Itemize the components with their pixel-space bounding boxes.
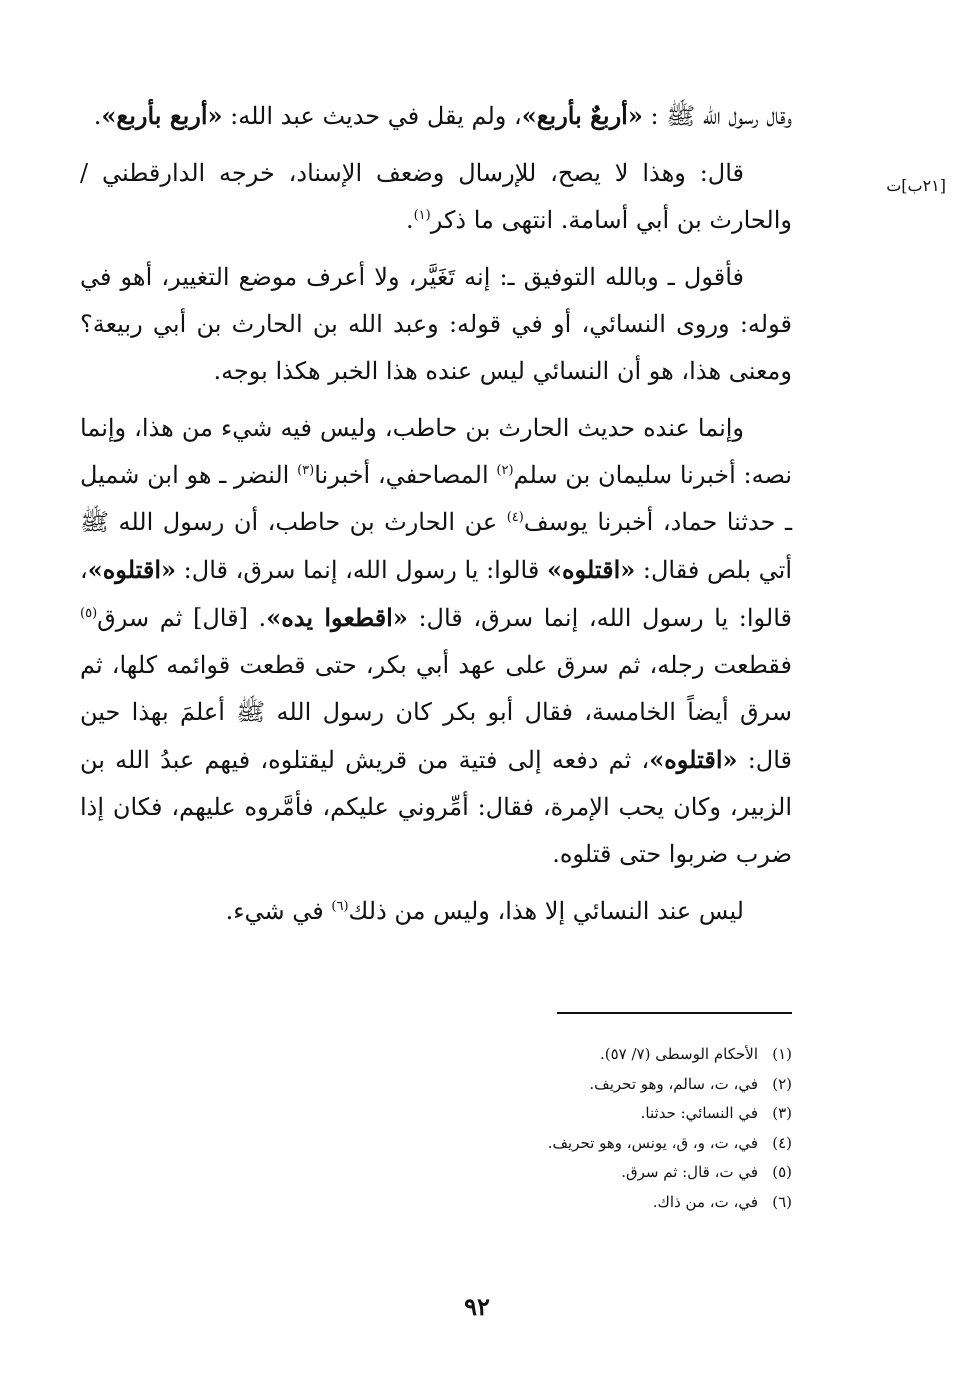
- text-run: فقطعت رجله، ثم سرق على عهد أبي بكر، حتى قطعت قوائمه كلها، ثم سرق أيضاً الخامسة، فقال أبو بكر كان رسول الله ﷺ أعلمَ بهذا حين قال:: [80, 651, 793, 774]
- footnote: [292, 1158, 792, 1188]
- footnote-text: في، ت، و، ق، يونس، وهو تحريف.: [547, 1133, 758, 1152]
- manuscript-folio-note: [٢١ب]ت: [886, 176, 946, 195]
- text-run: عن الحارث بن حاطب، أن رسول الله ﷺ أتي بلص فقال:: [80, 508, 792, 584]
- text-run: قالوا: يا رسول الله، إنما سرق، قال:: [176, 556, 547, 584]
- footnote-marker: (٥): [80, 606, 98, 621]
- main-text: [80, 92, 792, 945]
- footnote-number: (٤): [772, 1133, 792, 1152]
- footnote-text: في، ت، من ذاك.: [652, 1192, 758, 1211]
- footnote-number: (١): [772, 1045, 792, 1063]
- footnote-number: (٥): [772, 1163, 792, 1181]
- text-run: .: [93, 102, 102, 130]
- hadith-quote: «اقتلوه»: [546, 555, 636, 584]
- footnote-text: في النسائي: حدثنا.: [640, 1104, 758, 1122]
- hadith-quote: «أربع بأربع»: [101, 101, 223, 130]
- footnote: [292, 1070, 792, 1100]
- text-run: . [قال] ثم سرق: [97, 604, 267, 632]
- footnote-text: في ت، قال: ثم سرق.: [621, 1163, 758, 1181]
- text-run: وإنما عنده حديث الحارث بن حاطب، وليس فيه شيء من هذا، وإنما نصه: أخبرنا سليمان بن سلم: [80, 414, 792, 489]
- text-run: النضر ـ هو ابن شميل ـ حدثنا حماد، أخبرنا يوسف: [80, 461, 792, 536]
- hadith-quote: «اقطعوا يده»: [266, 603, 408, 632]
- hadith-quote: «اقتلوه»: [649, 745, 738, 774]
- text-run: فأقول ـ وبالله التوفيق ـ: إنه تَغَيَّر، ولا أعرف موضع التغيير، أهو في قوله: وروى النسائي، أو في قوله: وعبد الله بن الحارث بن أبي ربيعة؟ ومعنى هذا، هو أن النسائي ليس عنده هذا الخبر هكذا بوجه.: [80, 263, 792, 385]
- footnote-marker: (١): [413, 208, 431, 223]
- text-run: وقال رسول الله ﷺ :: [642, 102, 792, 130]
- paragraph: [80, 405, 792, 878]
- text-run: ، ثم دفعه إلى فتية من قريش ليقتلوه، فيهم عبدُ الله بن الزبير، وكان يحب الإمرة، فقال: أمِّروني عليكم، فأمَّروه عليهم، فكان إذا ضرب ضربوا حتى قتلوه.: [80, 746, 792, 868]
- text-run: .: [405, 206, 414, 234]
- hadith-quote: «أربعٌ بأربع»: [521, 101, 643, 130]
- footnote: [292, 1188, 792, 1218]
- footnote-marker: (٤): [506, 510, 524, 525]
- footnote-number: (٢): [772, 1074, 792, 1093]
- footnote-number: (٣): [772, 1104, 792, 1122]
- footnote-text: الأحكام الوسطى (٧/ ٥٧).: [599, 1045, 758, 1063]
- footnote-text: في، ت، سالم، وهو تحريف.: [589, 1074, 758, 1093]
- hadith-quote: «اقتلوه»: [87, 555, 177, 584]
- footnote-marker: (٦): [331, 899, 349, 914]
- text-run: قال: وهذا لا يصح، للإرسال وضعف الإسناد، خرجه الدارقطني / والحارث بن أبي أسامة. انتهى ما ذكر: [80, 159, 792, 234]
- paragraph: [80, 888, 792, 935]
- paragraph: [80, 150, 792, 244]
- footnote-number: (٦): [772, 1192, 792, 1211]
- footnote-marker: (٢): [496, 463, 514, 478]
- footnote-marker: (٣): [297, 463, 315, 478]
- footnotes: [292, 1040, 792, 1217]
- footnote: [292, 1099, 792, 1129]
- footnote-divider: [557, 1012, 792, 1014]
- paragraph: [80, 254, 792, 395]
- text-run: المصاحفي، أخبرنا: [314, 461, 497, 489]
- text-run: ، ولم يقل في حديث عبد الله:: [222, 102, 522, 130]
- paragraph: [80, 92, 792, 140]
- text-run: ليس عند النسائي إلا هذا، وليس من ذلك: [348, 897, 744, 925]
- text-run: ، قالوا: يا رسول الله، إنما سرق، قال:: [79, 556, 793, 632]
- page-number: ٩٢: [464, 1292, 490, 1321]
- footnote: [292, 1040, 792, 1070]
- text-run: في شيء.: [225, 897, 332, 925]
- footnote: [292, 1129, 792, 1159]
